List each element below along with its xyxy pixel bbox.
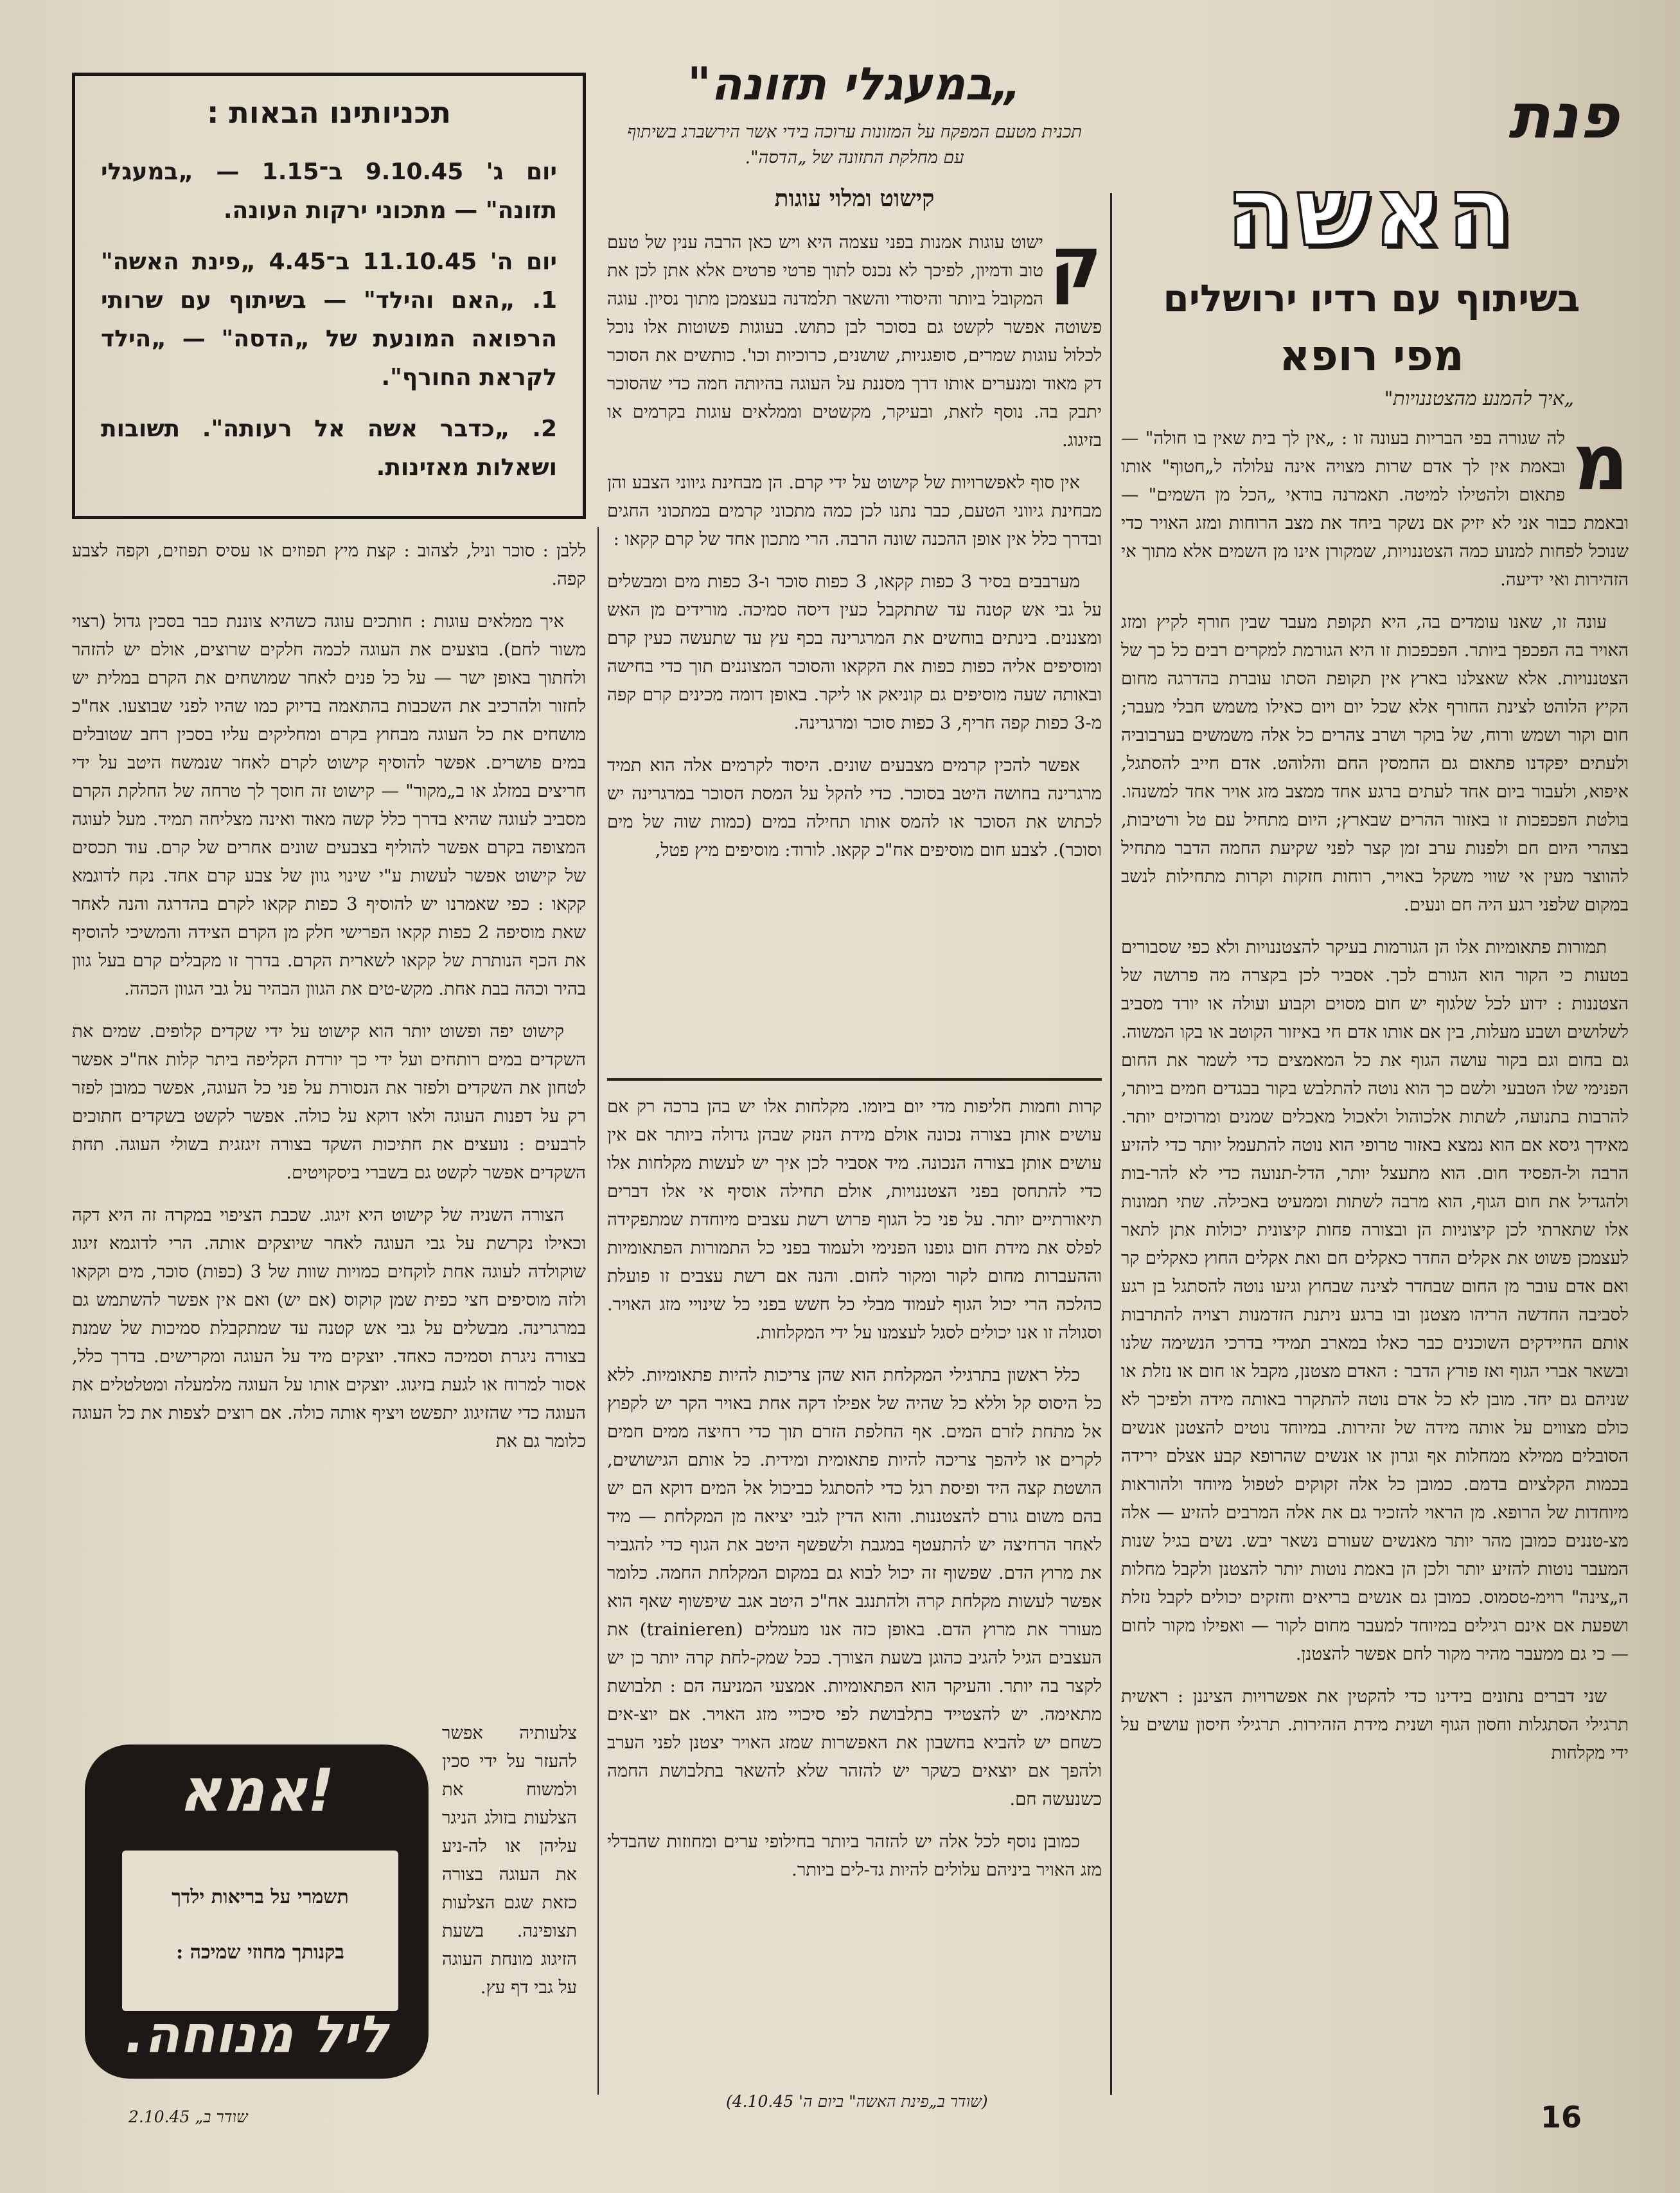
womens-corner-header [1118,80,1625,414]
schedule-item: 2. „כדבר אשה אל רעותה". תשובות ושאלות מאזינות. [101,416,557,481]
column-left-kitchen [72,537,586,1719]
kitchen-header [607,58,1102,212]
article-paragraph: שני דברים נתונים בידינו כדי להקטין את אפשרויות הציננן : ראשית תרגילי הסתגלות וחסון הגוף ושנית מידת הזהירות. תרגילי חיסון עושים על ידי מקלחות [1121,1686,1629,1763]
article-paragraph: כמובן נוסף לכל אלה יש להזהר ביותר בחילופי ערים ומחוזות שהבדלי מזג האויר ביניהם עלולים להיות גד-לים ביותר. [607,1831,1102,1880]
schedule-title: תכניותינו הבאות : [206,95,452,130]
article-paragraph: לה שגורה בפי הבריות בעונה זו : „אין לך בית שאין בו חולה" — ובאמת אין לך אדם שרות מצויה אינה עלולה ל„חטוף" אותו פתאום ולהטילו למיטה. תאמרנה בודאי „הכל מן השמים" — ובאמת כבור אני לא יזיק אם נשקר ביחד את מצב הרוחות ומזג האויר כדי שנוכל לפחות למנוע כמה הצטננויות, שמקורן אינו מן השמים אלא מתוך אי הזהירות ואי ידיעה. [1121,428,1629,590]
kitchen-paragraph: הצורה השניה של קישוט היא זיגוג. שכבת הציפוי במקרה זה היא דקה וכאילו נקרשת על גבי העוגה לאחר שיוצקים אותה. הרי לדוגמא זיגוג שוקולדה לעוגה אחת לוקחים כמויות שוות של 3 (כפות) סוכר, מים וקקאו ולזה מוסיפים חצי כפית שמן קוקוס (אם יש) ואם אין אפשר להשתמש גם במרגרינה. מבשלים על גבי אש קטנה עד שמתקבלת סמיכות של שמנת בצורה ניגרת וסמיכה כאחד. יוצקים מיד על העוגה ומקרישים. בדרך כלל, אסור למרוח או לגעת בזיגוג. יוצקים אותו על העוגה מלמעלה ומטלטלים את העוגה כדי שהזיגוג יתפשט ויציף אותה כולה. אם רוצים לצפות את כל העוגה כלומר גם את [72,1205,586,1452]
blanket-advertisement [85,1745,429,2079]
broadcast-credit: (שודר ב„פינת האשה" ביום ה' 4.10.45) [726,2092,988,2111]
kitchen-paragraph: ישוט עוגות אמנות בפני עצמה היא ויש כאן הרבה ענין של טעם טוב ודמיון, לפיכך לא נכנס לתוך פרטי פרטים אלא אתן לכן את המקובל ביותר והיסודי והשאר תלמדנה בעצמכן מתוך נסיון. עוגה פשוטה אפשר לקשט גם בסוכר לבן כתוש. בעוגות פשוטות אלו נוכל לכלול עוגות שמרים, סופגניות, שושנים, כרוכיות וכו'. כותשים את הסוכר דק מאוד ומנערים אותו דרך מסננת על העוגה בהיותה חמה כדי שהסוכר יתבק בה. נוסף לזאת, ובעיקר, מקשטים וממלאים עוגות בקרמים או בזיגוג. [607,232,1102,450]
kitchen-paragraph: אין סוף לאפשרויות של קישוט על ידי קרם. הן מבחינת גיווני הצבע והן מבחינת גיווני הטעם, כבר נתנו לכן כמה מתכוני קרמים במתכוני החגים ובדרך כלל אין אופן ההכנה שונה הרבה. הרי מתכון אחד של קרם קקאו : [607,472,1102,549]
header-haisha: האשה [1226,156,1517,268]
kitchen-paragraph: אפשר להכין קרמים מצבעים שונים. היסוד לקרמים אלה הוא תמיד מרגרינה בחושה היטב בסוכר. כדי להקל על המסת הסוכר במרגרינה יש לכתוש את הסוכר או להמס אותו תחילה במים (כמות שוה של מים וסוכר). לצבע חום מוסיפים אח"כ קקאו. לורוד: מוסיפים מיץ פטל, [607,755,1102,860]
column-middle-kitchen [607,228,1102,1063]
section-divider [607,1078,1102,1081]
article-paragraph: כלל ראשון בתרגילי המקלחת הוא שהן צריכות להיות פתאומיות. ללא כל היסוס קל וללא כל שהיה של אפילו דקה אחת באויר הקר יש לקפוץ אל מתחת לזרם המים. אף החלפת הזרם תוך כדי רחיצה ממים חמים לקרים או ליהפך צריכה להיות פתאומית ומידית. כל אותם הגישושים, הושטת קצה היד ופיסת רגל כדי להסתגל כביכול אל המים דוקא הם יש בהם משום גורם להצטננות. והוא הדין לגבי יציאה מן המקלחת — מיד לאחר הרחיצה יש להתעטף במגבת ולשפשף היטב את הגוף כדי להגביר את מרוץ הדם. שפשוף זה יכול לבוא גם במקום המקלחת החמה. כלומר אפשר לעשות מקלחת קרה ולהתנגב אח"כ היטב אגב שיפשוף שאף הוא מעורר את מרוץ הדם. באופן כזה אנו מעמלים (trainieren) את העצבים הגיל להגיב כהוגן בשעת הצורך. ככל שמק-לחת קרה יותר כן יש לקצר בה יותר. והעיקר הוא הפתאומיות. אמצעי המניעה הם : תלבושת מתאימה. יש להצטייד בתלבושת לפי סיכויי מזג האויר. אם יוצ-אים כשחם יש להביא בחשבון את האפשרות שמזג האויר יצטנן לפני הערב ולהפך אם יוצאים כשקר יש להזהר שלא להשאר בתלבושת החמה כשנעשה חם. [607,1365,1102,1809]
broadcast-credit: שודר ב„ 2.10.45 [128,2108,248,2126]
ad-side-text [442,1719,577,2091]
header-subtitle-doctor: מפי רופא [1279,331,1464,380]
column-right-article [1121,424,1629,2082]
header-pinat: פנת [1508,80,1619,152]
kitchen-title: „במעגלי תזונה" [687,58,1021,111]
schedule-item: יום ה' 11.10.45 ב־4.45 „פינת האשה" 1. „האם והילד" — בשיתוף עם שרותי הרפואה המונעת של „הדסה" — „הילד לקראת החורף". [101,249,558,391]
drop-cap: מ [1573,424,1629,508]
kitchen-paragraph: איך ממלאים עוגות : חותכים עוגה כשהיא צוננת כבר בסכין גדול (רצוי משור לחם). בוצעים את העוגה לכמה חלקים שרוצים, אולם יש להזהר ולחתוך באופן ישר — על כל פנים לאחר שמושחים את הקרם במלית יש לחזור ולהרכיב את השכבות בהתאמה בדיוק כמו שהיו לפני שבוצעו. אח"כ מושחים את כל העוגה מבחוץ בקרם ומחליקים עליו בסכין רחב שטובלים במים פושרים. אפשר להוסיף קישוט לקרם לאחר שנמשח היטב על ידי חריצים במזלג או ב„מקור" — קישוט זה חוסך לך טרחה של החלקת הקרם מסביב לעוגה שהיא בדרך כלל קשה מאוד ואינה מצליחה תמיד. מעל לעוגה המצופה בקרם אפשר להוליף בצבעים שונים אחרים של קרם. עוד תכסים של קישוט אפשר לעשות ע"י שינוי גוון של צבע קרם אחד. נקח לדוגמא קקאו : כפי שאמרנו יש להוסיף 3 כפות קקאו לקרם בהדרגה והנה לאחר שאת מוסיפה 2 כפות קקאו הפרישי חלק מן הקרם הצידה והמשיכי להוסיף את הכף הנותרת של קקאו לשארית הקרם. בדרך זו מקבלים קרם בעל גוון בהיר וכהה בבת אחת. מקש-טים את הגוון הבהיר על גבי הגוון הכהה. [72,611,586,999]
page-number: 16 [1541,2100,1582,2135]
kitchen-subtitle: קישוט ומלוי עוגות [774,185,935,212]
ad-body-line: תשמרי על בריאות ילדך [172,1886,349,1908]
ad-body-box [122,1851,398,2011]
kitchen-paragraph: קישוט יפה ופשוט יותר הוא קישוט על ידי שקדים קלופים. שמים את השקדים במים רותחים ועל ידי כך יורדת הקליפה ביתר קלות אח"כ אפשר לטחון את השקדים ולפזר את הנסורת על פני כל העוגה, אפשר כמובן לפזר רק על דפנות העוגה ולאו דוקא על כולה. אפשר לקשט בשקדים חתוכים לרבעים : נועצים את חתיכות השקד בצורה זיגזגית בשולי העוגה. תחת השקדים אפשר לקשט גם בשברי ביסקויטים. [72,1021,586,1183]
column-divider [597,527,599,2095]
ad-body-line: בקנותך מחוזי שמיכה : [176,1941,344,1964]
kitchen-paragraph: צלעותיה אפשר להעזר על ידי סכין ולמשוח את הצלעות בזולג הניגר עליהן או לה-ניע את העוגה בצורה כזאת שגם הצלעות תצופינה. בשעת הזיגוג מונחת העוגה על גבי דף עץ. [442,1723,577,1998]
kitchen-paragraph: מערבבים בסיר 3 כפות קקאו, 3 כפות סוכר ו-3 כפות מים ומבשלים על גבי אש קטנה עד שתתקבל כעין דיסה סמיכה. מורידים מן האש ומצננים. בינתים בוחשים את המרגרינה בכף עץ עד שתעשה כעין קרם ומוסיפים אליה כפות כפות את הקקאו והסוכר המצוננים תוך כדי בחישה ובאותה שעה מוסיפים גם קוניאק או ליקר. באופן דומה מכינים קרם קפה מ-3 כפות קפה חריף, 3 כפות סוכר ומרגרינה. [607,571,1102,733]
article-paragraph: תמורות פתאומיות אלו הן הגורמות בעיקר להצטננויות ולא כפי שסבורים בטעות כי הקור הוא הגורם לכך. אסביר לכן בקצרה מה פרושה של הצטננות : ידוע לכל שלגוף יש חום מסוים וקבוע ועולה או יורד מסביב לשלושים ושבע מעלות, בין אם אותו אדם חי באיזור הקוטב או בקו המשוה. גם בחום וגם בקור עושה הגוף את כל המאמצים כדי לשמר את החום הפנימי שלו הטבעי ולשם כך הוא נוטה להתלבש בקור בבגדים חמים ביותר, להרבות בתנועה, לשתות אלכוהול ולאכול מאכלים שמנים ומרוכזים יותר. מאידך גיסא אם הוא נמצא באזור טרופי הוא נוטה להתעמל יותר כדי להזיע הרבה ול-הפסיד חום. הוא מתעצל יותר, הדל-תנועה כדי לא להר-בות ולהגדיל את חום הגוף, הוא מרבה לשתות וממעיט באכילה. שתי תמונות אלו שתארתי לכן קיצוניות הן ובצורה פחות קיצונית יכולות אתן לתאר לעצמכן פשוט את אקלים החדר כאקלים חם ואת אקלים החוץ כאקלים קר ואם אדם עובר מן החום שבחדר לצינה שבחוץ וגיעו נוטה להסתגל בן רגע לסביבה החדשה הריהו מצטנן ובו ברגע ניתנת הזדמנות רצויה להתרבות אותם החיידקים השוכנים כבר כאלו במארב תמידי בדרכי הנשימה שלנו ובשאר אברי הגוף ואז פורץ הדבר : האדם מצטנן, מקבל או חום או נזלת או שניהם גם יחד. מובן לא כל אדם נוטה להתקרר באותה מידה ולפיכך לא כולם מצווים על אותה מידה של זהירות. במיוחד נוטים להצטנן אנשים הסובלים ממילא ממחלות אף וגרון או אנשים שהרופא קבע אצלם ירידה בכמות הקלציום בדמם. כמובן כל אלה זקוקים לטפול מיוחד ולהוראות מיוחדות של הרופא. מן הראוי להזכיר גם את אלה המרבים להזיע — אלה מצ-טננים כמובן מהר יותר מאנשים שעורם נשאר יבש. נשים בגיל שנות המעבר נוטות להזיע יותר ולכן הן באמת נוטות יותר להצטנן ולקבל מחלות ה„צינה" רוימ-טסמוס. כמובן גם אנשים בריאים וחזקים יכולים לקבל נזלת ושפעת אם אינם רגילים במיוחד למעבר מחום לקור — ואפילו מקור לחום — כי גם ממעבר מהיר מקור לחם אפשר להצטנן. [1121,937,1629,1664]
kitchen-note: תכנית מטעם המפקח על המזונות ערוכה בידי אשר הירשברג בשיתוף עם מחלקת התזונה של „הדסה". [627,122,1082,168]
article-paragraph: עונה זו, שאנו עומדים בה, היא תקופת מעבר שבין חורף לקיץ ומזג האויר בה הפכפך ביותר. הפכפכות זו היא הגורמת למקרים רבים כל כך של הצטננויות. אלא שאצלנו בארץ אין תקופת הסתו עוברת בהדרגה מחום הקיץ הלוהט לצינת החורף אלא שכל יום ויום כאילו משמש חבלי מעבר; חום וקור ושמש ורוח, של בוקר ושרב צהרים כל אלה משמשים בערבוביה ולעתים יפקדנו פתאום גם החמסין החם והלוהט. אדם חייב להסתגל, איפוא, ולעבור ביום אחד לעתים ברגע אחד ממצב מזג אויר אחד למשנהו. בולטת הפכפכות זו באזור ההרים שבארץ; היום מתחיל עם טל ורטיבות, בצהרי היום חם ולפנות ערב זמן קצר לפני שקיעת החמה הדבר מתחיל להווצר מעין אי שווי משקל באויר, רוחות חזקות וקרות מתחילות לנשב במקום שלפני רגע היה חם ונעים. [1121,612,1629,915]
ad-headline: !אמא [179,1756,335,1825]
kitchen-paragraph: ללבן : סוכר וניל, לצהוב : קצת מיץ תפוזים או עסיס תפוזים, וקפה לצבע קפה. [72,540,586,589]
column-divider [1110,193,1112,2095]
drop-cap: ק [1050,228,1102,304]
article-paragraph: קרות וחמות חליפות מדי יום ביומו. מקלחות אלו יש בהן ברכה רק אם עושים אותן בצורה נכונה אולם מידת הנזק שבהן גדולה ביותר אם אין עושים אותן בצורה הנכונה. מיד אסביר לכן איך יש לעשות מקלחות אלו כדי להתחסן בפני הצטננויות, אולם תחילה אוסיף אי אלו דברים תיאורתיים יותר. על פני כל הגוף פרוש רשת עצבים מיוחדת שמתפקידה לפלס את מידת חום גופנו הפנימי ולעמוד בפני כל התמורות הפתאומיות וההעברות מחום לקור ומקור לחום. והנה אם רשת עצבים זו פועלת כהלכה הרי יכול הגוף לעמוד מבלי כל חשש בפני כל שינויי מזג האויר. וסגולה זו אנו יכולים לסגל לעצמנו על ידי המקלחות. [607,1096,1102,1343]
header-subtitle-radio: בשיתוף עם רדיו ירושלים [1163,276,1580,320]
upcoming-programs-box [72,73,586,519]
series-title: „איך להמנע מהצטננויות" [1384,387,1574,410]
schedule-item: יום ג' 9.10.45 ב־1.15 — „במעגלי תזונה" — מתכוני ירקות העונה. [101,159,557,224]
ad-brand: ליל מנוחה. [125,2005,389,2064]
column-middle-article [607,1092,1102,2075]
